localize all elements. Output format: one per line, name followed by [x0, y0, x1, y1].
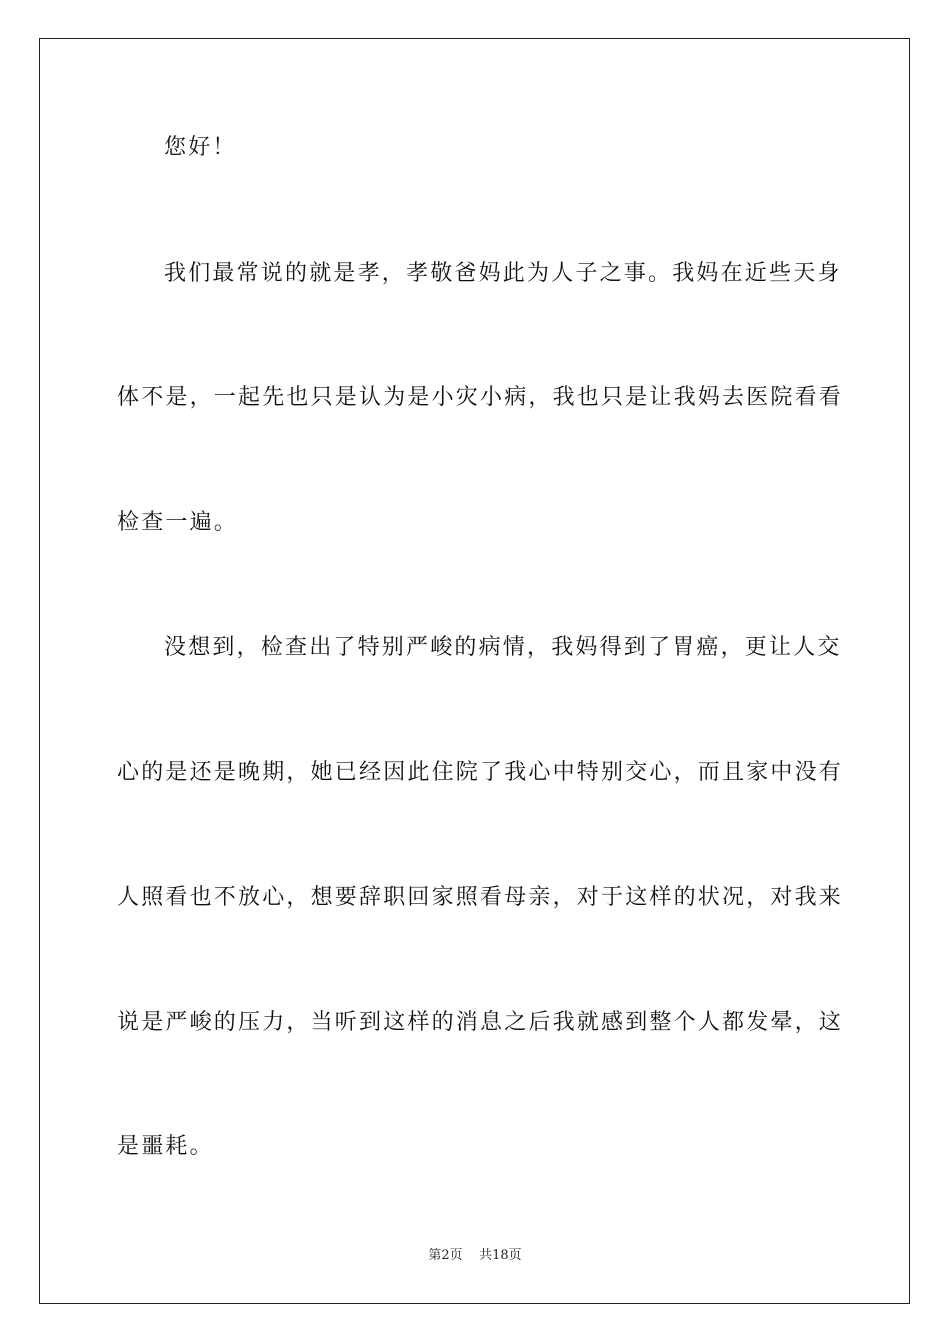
- page-number: 第2页: [428, 1248, 463, 1263]
- greeting-line: 您好！: [164, 135, 237, 160]
- paragraph-2-line-2: 心的是还是晚期，她已经因此住院了我心中特别交心，而且家中没有: [117, 760, 844, 785]
- paragraph-2-line-4: 说是严峻的压力，当听到这样的消息之后我就感到整个人都发晕，这: [117, 1010, 844, 1035]
- page-total: 共18页: [479, 1248, 522, 1263]
- paragraph-1-line-1: 我们最常说的就是孝，孝敬爸妈此为人子之事。我妈在近些天身: [164, 261, 842, 286]
- page-border: [39, 38, 910, 1304]
- paragraph-2-line-3: 人照看也不放心，想要辞职回家照看母亲，对于这样的状况，对我来: [117, 885, 844, 910]
- paragraph-2-line-1: 没想到，检查出了特别严峻的病情，我妈得到了胃癌，更让人交: [164, 635, 842, 660]
- paragraph-1-line-3: 检查一遍。: [117, 510, 239, 535]
- paragraph-1-line-2: 体不是，一起先也只是认为是小灾小病，我也只是让我妈去医院看看: [117, 385, 844, 410]
- page-footer: [0, 1247, 950, 1265]
- paragraph-2-line-5: 是噩耗。: [117, 1134, 214, 1159]
